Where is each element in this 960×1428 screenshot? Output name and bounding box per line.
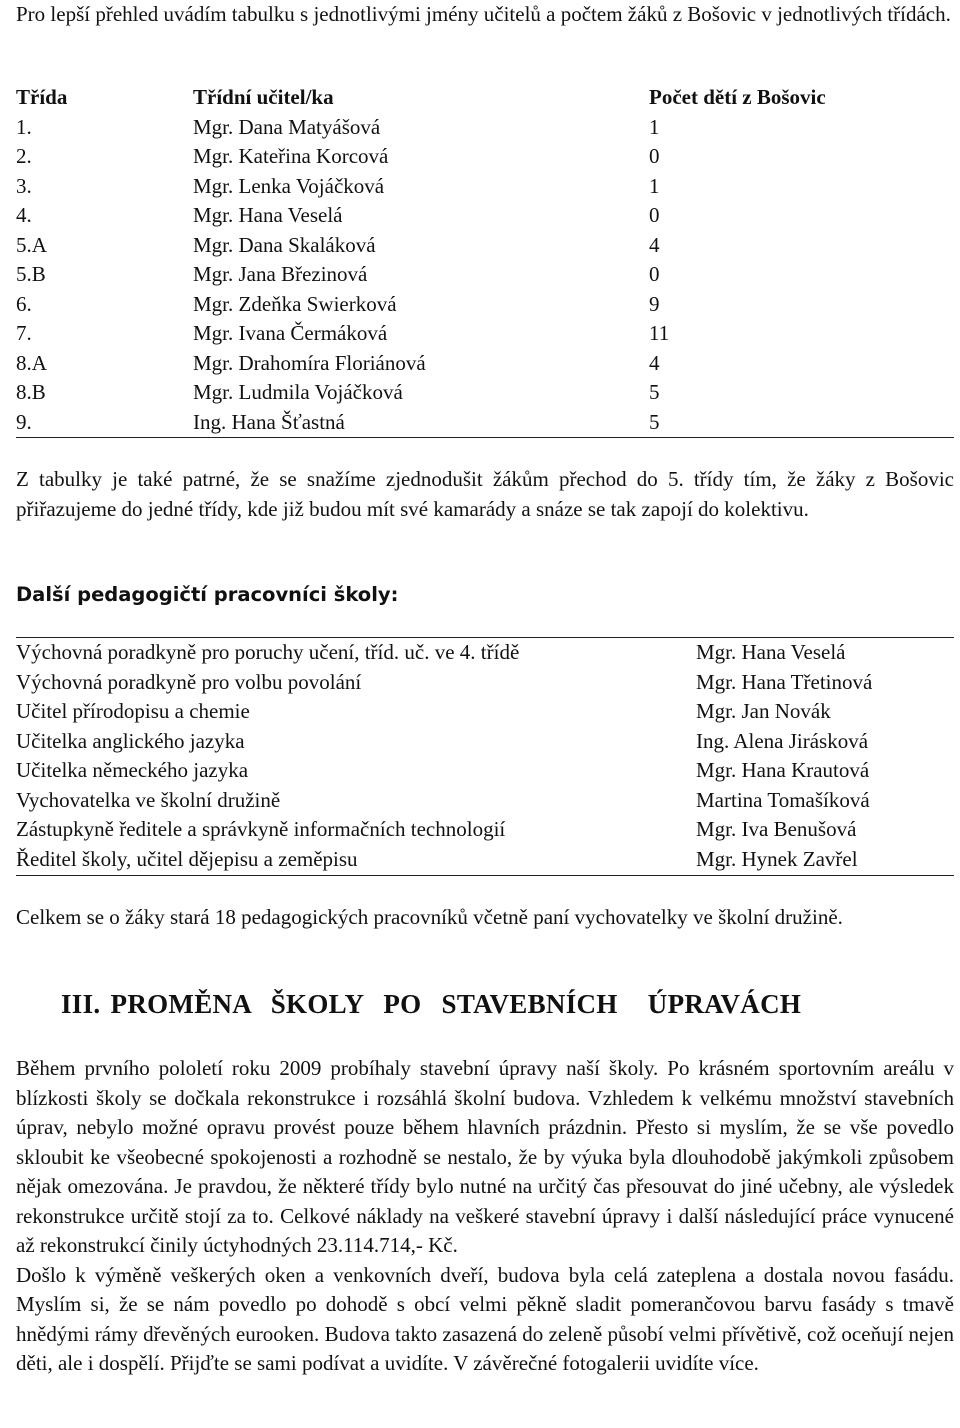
teacher-cell: Mgr. Ivana Čermáková (193, 321, 388, 345)
count-cell: 5 (649, 380, 660, 404)
staff-summary-paragraph: Celkem se o žáky stará 18 pedagogických pracovníků včetně paní vychovatelky ve školní družině. (16, 905, 843, 929)
body-paragraph: Došlo k výměně veškerých oken a venkovních dveří, budova byla celá zateplena a dostala novou fasádu. Myslím si, že se nám povedlo po dohodě s obcí velmi pěkně sladit pomerančovou barvu fasády s tmavě hnědými rámy dřevěných eurooken. Budova takto zasazená do zeleně působí velmi přívětivě, což oceňují nejen děti, ale i dospělí. Přijďte se sami podívat a uvidíte. V závěrečné fotogalerii uvidíte více. (16, 1262, 954, 1375)
role-cell: Učitelka německého jazyka (16, 758, 249, 782)
role-cell: Výchovná poradkyně pro volbu povolání (16, 669, 362, 694)
table-row (16, 319, 954, 349)
teacher-cell: Mgr. Lenka Vojáčková (193, 173, 385, 198)
count-cell: 1 (649, 114, 660, 139)
class-cell: 7. (16, 321, 32, 345)
table-row (16, 815, 954, 845)
role-cell: Výchovná poradkyně pro poruchy učení, tříd. uč. ve 4. třídě (16, 638, 696, 668)
table-header-row (16, 83, 954, 113)
table-row (16, 290, 954, 320)
class-cell: 8.A (16, 350, 47, 375)
class-cell: 6. (16, 291, 32, 316)
name-cell: Mgr. Hana Třetinová (696, 669, 873, 694)
name-cell: Mgr. Hynek Zavřel (696, 845, 954, 876)
table-row (16, 113, 954, 143)
table-row (16, 845, 954, 876)
class-cell: 2. (16, 144, 32, 168)
table-row (16, 668, 954, 698)
class-cell: 1. (16, 114, 32, 139)
role-cell: Učitelka anglického jazyka (16, 728, 245, 753)
count-cell: 4 (649, 232, 660, 257)
body-paragraph: Během prvního pololetí roku 2009 probíhaly stavební úpravy naší školy. Po krásném sportovním areálu v blízkosti školy se dočkala rekonstrukce i rozsáhlá školní budova. Vzhledem k velkému množství stavebních úprav, nebylo možné opravu provést pouze během hlavních prázdnin. Přesto si myslím, že se vše povedlo skloubit ke všeobecné spokojenosti a rozhodně se nestalo, že by výuka byla dlouhodobě jakýmkoli způsobem nějak omezována. Je pravdou, že některé třídy bylo nutné na určitý čas přesouvat do jiné učebny, ale výsledek rekonstrukce určitě stojí za to. Celkové náklady na veškeré stavební úpravy i další následující práce vynucené až rekonstrukcí činily úctyhodných 23.114.714,- Kč. (16, 1056, 954, 1257)
section-body (16, 1054, 954, 1379)
table-note-paragraph: Z tabulky je také patrné, že se snažíme zjednodušit žákům přechod do 5. třídy tím, že žáky z Bošovic přiřazujeme do jedné třídy, kde již budou mít své kamarády a snáze se tak zapojí do kolektivu. (16, 467, 954, 521)
count-cell: 4 (649, 350, 660, 375)
name-cell: Mgr. Hana Krautová (696, 758, 870, 782)
name-cell: Mgr. Jan Novák (696, 699, 831, 723)
count-cell: 0 (649, 262, 660, 286)
count-cell: 11 (649, 321, 670, 345)
count-cell: 9 (649, 291, 660, 316)
count-cell: 1 (649, 173, 660, 198)
table-row (16, 697, 954, 727)
name-cell: Ing. Alena Jirásková (696, 728, 869, 753)
table-row (16, 408, 954, 438)
table-row (16, 172, 954, 202)
role-cell: Vychovatelka ve školní družině (16, 787, 281, 812)
section-title: III. PROMĚNA ŠKOLY PO STAVEBNÍCH ÚPRAVÁCH (61, 989, 802, 1019)
staff-heading: Další pedagogičtí pracovníci školy: (16, 583, 399, 606)
role-cell: Učitel přírodopisu a chemie (16, 699, 250, 723)
staff-table (16, 637, 954, 876)
header-teacher: Třídní učitel/ka (193, 85, 334, 109)
name-cell: Martina Tomašíková (696, 787, 870, 812)
header-class: Třída (16, 85, 68, 109)
table-row (16, 638, 954, 668)
teacher-cell: Mgr. Kateřina Korcová (193, 144, 389, 168)
teacher-cell: Mgr. Jana Březinová (193, 262, 368, 286)
role-cell: Zástupkyně ředitele a správkyně informačních technologií (16, 817, 506, 841)
table-row (16, 378, 954, 408)
teacher-cell: Mgr. Dana Skaláková (193, 232, 376, 257)
intro-paragraph: Pro lepší přehled uvádím tabulku s jednotlivými jmény učitelů a počtem žáků z Bošovic v jednotlivých třídách. (16, 2, 951, 26)
class-cell: 3. (16, 173, 32, 198)
class-cell: 5.B (16, 262, 46, 286)
teacher-cell: Mgr. Zdeňka Swierková (193, 291, 397, 316)
count-cell: 5 (649, 408, 954, 438)
count-cell: 0 (649, 203, 660, 227)
name-cell: Mgr. Iva Benušová (696, 817, 857, 841)
count-cell: 0 (649, 144, 660, 168)
table-row (16, 786, 954, 816)
name-cell: Mgr. Hana Veselá (696, 638, 954, 668)
teacher-cell: Mgr. Dana Matyášová (193, 114, 381, 139)
table-row (16, 201, 954, 231)
class-cell: 4. (16, 203, 32, 227)
table-row (16, 756, 954, 786)
table-row (16, 349, 954, 379)
table-row (16, 231, 954, 261)
teacher-cell: Mgr. Ludmila Vojáčková (193, 380, 403, 404)
role-cell: Ředitel školy, učitel dějepisu a zeměpisu (16, 845, 696, 876)
teacher-cell: Mgr. Drahomíra Floriánová (193, 350, 426, 375)
header-children-count: Počet dětí z Bošovic (649, 85, 826, 109)
teacher-cell: Ing. Hana Šťastná (193, 408, 649, 438)
table-row (16, 142, 954, 172)
class-cell: 5.A (16, 232, 47, 257)
teacher-cell: Mgr. Hana Veselá (193, 203, 343, 227)
class-teacher-table (16, 83, 954, 438)
class-cell: 9. (16, 408, 193, 438)
table-row (16, 260, 954, 290)
class-cell: 8.B (16, 380, 46, 404)
table-row (16, 727, 954, 757)
